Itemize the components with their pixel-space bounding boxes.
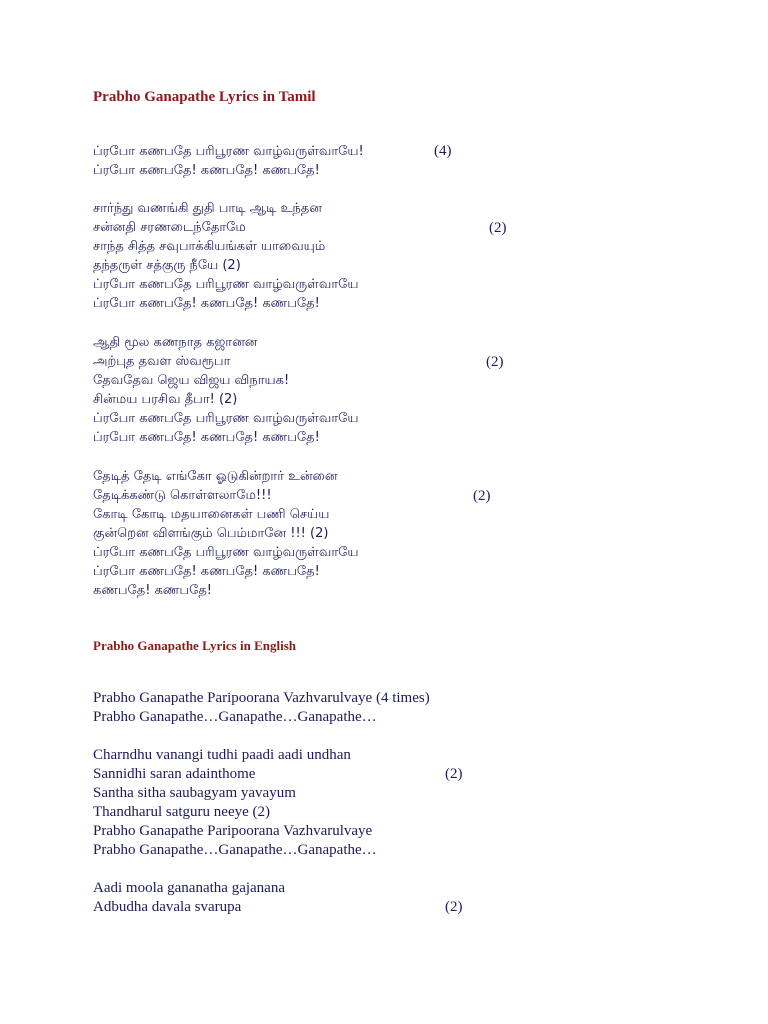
english-line: Sannidhi saran adainthome [93,766,256,782]
repeat-count: (2) [489,220,507,236]
repeat-count: (4) [434,143,452,159]
tamil-line: ஆதி மூல கணநாத கஜானன [93,335,258,350]
english-line: Charndhu vanangi tudhi paadi aadi undhan [93,747,351,763]
tamil-lyrics-heading: Prabho Ganapathe Lyrics in Tamil [93,89,316,105]
tamil-line: ப்ரபோ கணபதே! கணபதே! கணபதே! [93,296,320,311]
tamil-line: கோடி கோடி மதயானைகள் பணி செய்ய [93,507,330,522]
english-line: Santha sitha saubagyam yavayum [93,785,296,801]
tamil-line: சின்மய பரசிவ தீபா! (2) [93,392,238,407]
english-line: Prabho Ganapathe…Ganapathe…Ganapathe… [93,709,377,725]
english-line: Prabho Ganapathe Paripoorana Vazhvarulvaye (4 times) [93,690,430,706]
tamil-line: அற்புத தவள ஸ்வரூபா [93,354,231,369]
tamil-line: ப்ரபோ கணபதே பரிபூரண வாழ்வருள்வாயே [93,411,359,426]
tamil-line: சார்ந்து வணங்கி துதி பாடி ஆடி உந்தன [93,201,322,216]
tamil-line: தேடிக்கண்டு கொள்ளலாமே!!! [93,488,272,503]
tamil-line: சாந்த சித்த சவுபாக்கியங்கள் யாவையும் [93,239,326,254]
repeat-count: (2) [445,899,463,915]
tamil-line: ப்ரபோ கணபதே பரிபூரண வாழ்வருள்வாயே [93,277,359,292]
repeat-count: (2) [445,766,463,782]
tamil-line: குன்றென விளங்கும் பெம்மானே !!! (2) [93,526,329,541]
tamil-line: தேவதேவ ஜெய விஜய விநாயக! [93,373,290,388]
english-line: Thandharul satguru neeye (2) [93,804,271,820]
tamil-line: கணபதே! கணபதே! [93,583,213,598]
english-line: Aadi moola gananatha gajanana [93,880,285,896]
tamil-line: ப்ரபோ கணபதே பரிபூரண வாழ்வருள்வாயே [93,545,359,560]
tamil-line: ப்ரபோ கணபதே! கணபதே! கணபதே! [93,430,320,445]
english-line: Prabho Ganapathe Paripoorana Vazhvarulvaye [93,823,373,839]
tamil-line: ப்ரபோ கணபதே! கணபதே! கணபதே! [93,564,320,579]
tamil-line: ப்ரபோ கணபதே! கணபதே! கணபதே! [93,163,320,178]
english-line: Prabho Ganapathe…Ganapathe…Ganapathe… [93,842,377,858]
tamil-line: ப்ரபோ கணபதே பரிபூரண வாழ்வருள்வாயே! [93,144,364,159]
english-line: Adbudha davala svarupa [93,899,242,915]
repeat-count: (2) [486,354,504,370]
tamil-line: தேடித் தேடி எங்கோ ஓடுகின்றார் உன்னை [93,469,338,484]
tamil-line: தந்தருள் சத்குரு நீயே (2) [93,258,241,273]
english-lyrics-heading: Prabho Ganapathe Lyrics in English [93,638,296,653]
tamil-line: சன்னதி சரணடைந்தோமே [93,220,246,235]
repeat-count: (2) [473,488,491,504]
